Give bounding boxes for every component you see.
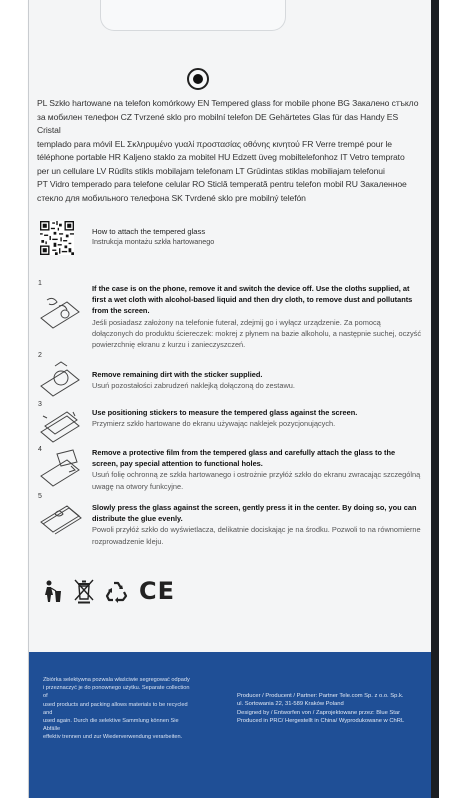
step-5-illustration xyxy=(37,496,85,538)
step-3-pl: Przymierz szkło hartowane do ekranu używając naklejek pozycjonujących. xyxy=(92,419,336,429)
step-4-pl: Usuń folię ochronną ze szkła hartowanego i ostrożnie przyłóż szkło do ekranu zwracając szczególną uwagę na otwory funkcyjne. xyxy=(92,470,421,491)
step-4-en: Remove a protective film from the tempered glass and carefully attach the glass to the screen, pay special attention to functional holes. xyxy=(92,448,396,469)
compliance-icons xyxy=(41,574,175,608)
step-1-text xyxy=(92,283,422,350)
package-back xyxy=(28,0,431,798)
step-5-en: Slowly press the glass against the screen, gently press it in the center. By doing so, you can distribute the glue evenly. xyxy=(92,503,417,524)
producer-info xyxy=(237,692,427,726)
instructions-subtitle: Instrukcja montażu szkła hartowanego xyxy=(92,237,215,246)
step-number: 4 xyxy=(38,446,42,453)
hanger-tab xyxy=(100,0,286,31)
step-number: 2 xyxy=(38,352,42,359)
step-5-text xyxy=(92,502,422,547)
language-line: за мобилен телефон CZ Tvrzené sklo pro mobilní telefon DE Gehärtetes Glas für das Handy ES Cristal xyxy=(37,111,399,135)
footer-line: used products and packing allows materials to be recycled and xyxy=(43,701,188,716)
step-2-illustration xyxy=(37,358,85,400)
footer-line: Produced in PRC/ Hergestellt in China/ Wyprodukowane w ChRL xyxy=(237,718,405,725)
package-edge xyxy=(430,0,438,798)
qr-code xyxy=(40,221,74,255)
footer-line: effektiv trennen und zur Wiederverwendung verarbeiten. xyxy=(43,734,183,741)
step-3-en: Use positioning stickers to measure the tempered glass against the screen. xyxy=(92,408,358,417)
footer-line: i przeznaczyć je do ponownego użytku. Separate collection of xyxy=(43,685,190,700)
hanging-hole xyxy=(187,68,209,90)
step-number: 1 xyxy=(38,280,42,287)
recycling-notice xyxy=(43,676,193,742)
step-4-text xyxy=(92,447,422,492)
footer-line: Producer / Producent / Partner: Partner Tele.com Sp. z o.o. Sp.k. xyxy=(237,693,404,699)
language-line: téléphone portable HR Kaljeno staklo za mobitel HU Edzett üveg mobiltelefonhoz IT Vetro temprato xyxy=(37,152,405,162)
language-line: PT Vidro temperado para telefone celular RO Sticlă temperată pentru telefon mobil RU Закаленное xyxy=(37,179,407,189)
footer-line: ul. Sortowania 22, 31-589 Kraków Poland xyxy=(237,701,344,708)
step-2-pl: Usuń pozostałości zabrudzeń naklejką dołączoną do zestawu. xyxy=(92,381,295,391)
step-2-text xyxy=(92,369,422,391)
step-5-pl: Powoli przyłóż szkło do wyświetlacza, delikatnie dociskając je na środku. Pozwoli to na równomierne rozprowadzenie kleju. xyxy=(92,525,421,546)
language-line: PL Szkło hartowane na telefon komórkowy EN Tempered glass for mobile phone BG Закалено стъкло xyxy=(37,98,419,108)
crossed-bin-icon xyxy=(73,578,95,604)
footer-line: Designed by / Entworfen von / Zaprojektowane przez: Blue Star xyxy=(237,709,401,716)
step-3-illustration xyxy=(37,404,85,446)
tidyman-icon xyxy=(41,579,63,603)
step-1-illustration xyxy=(37,290,85,332)
language-line: templado para móvil EL Σκληρυμένο γυαλί προστασίας οθόνης κινητού FR Verre trempé pour le xyxy=(37,138,392,149)
step-4-illustration xyxy=(37,448,85,490)
language-list xyxy=(37,97,421,205)
step-number: 3 xyxy=(38,401,42,408)
step-3-text xyxy=(92,407,422,429)
footer-line: used again. Durch die selektive Sammlung können Sie Abfälle xyxy=(43,718,179,733)
footer-band xyxy=(29,652,431,798)
language-line: per un cellulare LV Rūdīts stikls mobilajam telefonam LT Grūdintas stiklas mobiliajam telefonui xyxy=(37,165,385,176)
ce-mark: CE xyxy=(139,577,176,605)
step-number: 5 xyxy=(38,493,42,500)
step-2-en: Remove remaining dirt with the sticker supplied. xyxy=(92,370,263,379)
language-line: стекло для мобильного телефона SK Tvrdené sklo pre mobilný telefón xyxy=(37,192,306,203)
instructions-title: How to attach the tempered glass xyxy=(92,227,206,236)
step-1-pl: Jeśli posiadasz założony na telefonie futerał, zdejmij go i wyłącz urządzenie. Za pomocą dołączonych do produktu ściereczek: mokrej z płynem na bazie alkoholu, a następnie suchej, oczyść powierzchnię ekranu z kurzu i zanieczyszczeń. xyxy=(92,317,422,350)
step-1-en: If the case is on the phone, remove it and switch the device off. Use the cloths supplied, at first a wet cloth with alcohol-based liquid and then dry cloth, to remove dust and pollutants from the screen. xyxy=(92,284,413,316)
footer-line: Zbiórka selektywna pozwala właściwie segregować odpady xyxy=(43,677,190,683)
recycle-icon xyxy=(105,579,129,603)
